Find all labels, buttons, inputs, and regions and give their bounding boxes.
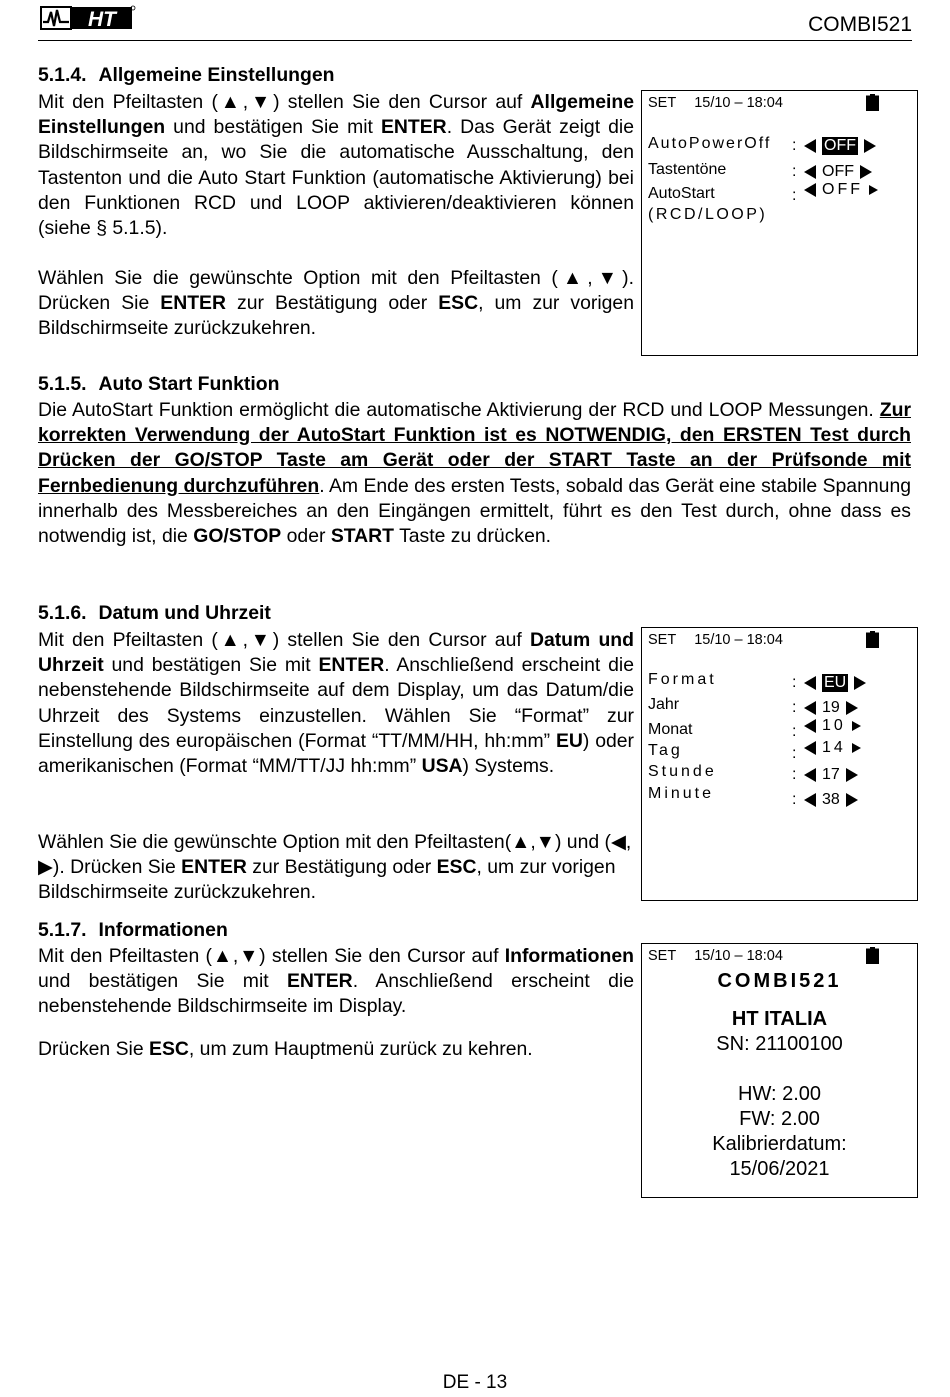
- text-run: ESC: [149, 1038, 189, 1060]
- arrow-right-icon: [846, 701, 858, 715]
- arrow-left-icon: [804, 768, 816, 782]
- lcd-value: 38: [822, 791, 840, 808]
- arrow-right-icon: [846, 768, 858, 782]
- header-model: COMBI521: [808, 13, 912, 36]
- text-run: ESC: [438, 292, 479, 315]
- lcd-colon: :: [792, 137, 797, 154]
- text-run: GO/STOP: [193, 525, 282, 548]
- text-run: oder: [281, 525, 331, 548]
- text-run: USA: [421, 755, 463, 778]
- info-calibration-date: 15/06/2021: [729, 1158, 830, 1180]
- lcd-status-bar: [648, 632, 783, 648]
- text-run: und bestätigen Sie mit: [103, 654, 319, 677]
- text-run: ) oder amerikanischen (Format “MM/TT/JJ hh:mm”: [38, 729, 635, 778]
- text-run: zur Bestätigung oder: [246, 856, 437, 879]
- text-run: Die AutoStart Funktion ermöglicht die automatische Aktivierung der RCD und LOOP Messungen.: [38, 399, 880, 421]
- text-run: Informationen: [504, 945, 634, 967]
- lcd-row-value-autostart[interactable]: [804, 181, 878, 199]
- arrow-left-icon: [804, 183, 816, 197]
- lcd-general-settings: [641, 90, 918, 356]
- arrow-left-icon: [804, 165, 816, 179]
- lcd-colon: :: [792, 674, 797, 691]
- s516-paragraph-2: [38, 830, 638, 906]
- s517-paragraph-2: [38, 1037, 638, 1062]
- lcd-date-time: [641, 627, 918, 901]
- text-run: Mit den Pfeiltasten (▲,▼) stellen Sie den Cursor auf: [38, 91, 531, 113]
- section-number: 5.1.6.: [38, 602, 87, 624]
- section-5-1-4-heading: [38, 64, 334, 87]
- arrow-right-icon: [860, 165, 872, 179]
- text-run: Allgemeine Einstellungen: [38, 91, 634, 139]
- section-title: Datum und Uhrzeit: [98, 602, 271, 624]
- arrow-right-icon: [869, 185, 878, 195]
- section-number: 5.1.4.: [38, 64, 87, 86]
- section-5-1-5-heading: [38, 373, 279, 396]
- header-rule: [38, 40, 912, 41]
- text-run: , um zur vorigen Bildschirmseite zurückzukehren.: [38, 292, 634, 340]
- battery-icon: [866, 947, 879, 964]
- arrow-right-icon: [854, 676, 866, 690]
- lcd-value-selected: OFF: [824, 137, 856, 154]
- arrow-left-icon: [804, 139, 816, 153]
- text-run: Drücken Sie: [38, 1038, 150, 1060]
- lcd-information: [641, 943, 918, 1198]
- text-run: ENTER: [286, 970, 353, 993]
- lcd-row-label-rcd-loop: (RCD/LOOP): [648, 206, 768, 223]
- s514-paragraph-2: [38, 266, 634, 342]
- info-company: HT ITALIA: [731, 1008, 828, 1030]
- lcd-row-label-autopoweroff: AutoPowerOff: [648, 135, 772, 152]
- text-run: Wählen Sie die gewünschte Option mit den Pfeiltasten (▲,▼). Drücken Sie: [38, 267, 634, 315]
- text-run: Mit den Pfeiltasten (▲,▼) stellen Sie den Cursor auf: [38, 629, 530, 651]
- lcd-row-label-minute: Minute: [648, 785, 715, 802]
- arrow-left-icon: [804, 701, 816, 715]
- set-label: SET: [648, 948, 677, 964]
- s516-paragraph-1: [38, 628, 634, 779]
- text-run: Wählen Sie die gewünschte Option mit den Pfeiltasten(▲,▼) und (◀, ▶). Drücken Sie: [38, 831, 632, 879]
- s514-paragraph-1: [38, 90, 634, 241]
- lcd-row-value-stunde[interactable]: [804, 766, 858, 784]
- lcd-row-label-format: Format: [648, 671, 717, 688]
- lcd-row-value-minute[interactable]: [804, 791, 858, 809]
- lcd-row-label-monat: Monat: [648, 721, 693, 738]
- lcd-row-value-tag[interactable]: [804, 739, 861, 757]
- section-number: 5.1.7.: [38, 919, 87, 941]
- section-title: Informationen: [98, 919, 228, 941]
- arrow-left-icon: [804, 676, 816, 690]
- text-run: ) Systems.: [462, 755, 555, 778]
- brand-text: HT: [88, 8, 116, 31]
- lcd-value: OFF: [822, 163, 854, 180]
- text-run: ENTER: [160, 292, 226, 315]
- text-run: EU: [555, 729, 583, 752]
- battery-icon: [866, 631, 879, 648]
- lcd-colon: :: [792, 766, 797, 783]
- lcd-value-selected: EU: [824, 674, 847, 691]
- text-run: ENTER: [380, 116, 447, 139]
- lcd-row-label-stunde: Stunde: [648, 763, 717, 780]
- lcd-row-value-tastentoene[interactable]: [804, 163, 872, 181]
- set-label: SET: [648, 632, 677, 648]
- lcd-colon: :: [792, 745, 797, 762]
- text-run: . Anschließend erscheint die nebenstehende Bildschirmseite auf dem Display, um das Datum/die Uhrzeit des Systems einzustellen. Wählen Sie “Format” zur Einstellung des europäischen (Format “TT/MM/HH, hh:mm”: [38, 654, 634, 752]
- lcd-colon: :: [792, 791, 797, 808]
- s515-paragraph-1: [38, 398, 911, 549]
- section-5-1-6-heading: [38, 602, 271, 625]
- arrow-left-icon: [804, 719, 816, 733]
- section-title: Auto Start Funktion: [98, 373, 280, 395]
- arrow-left-icon: [804, 741, 816, 755]
- lcd-colon: :: [792, 723, 797, 740]
- set-label: SET: [648, 95, 677, 111]
- arrow-right-icon: [852, 743, 861, 753]
- section-title: Allgemeine Einstellungen: [98, 64, 335, 86]
- text-run: Taste zu drücken.: [394, 525, 552, 548]
- lcd-datetime: 15/10 – 18:04: [694, 95, 783, 111]
- text-run: START: [330, 525, 395, 548]
- lcd-row-label-tag: Tag: [648, 742, 683, 759]
- lcd-colon: :: [792, 187, 797, 204]
- text-run: Zur korrekten Verwendung der AutoStart Funktion ist es NOTWENDIG, den ERSTEN Test durch Drücken der GO/STOP Taste am Gerät oder der START Taste an der Prüfsonde mit Fernbedienung durchzuführen: [38, 399, 911, 497]
- lcd-value: 19: [822, 699, 840, 716]
- lcd-value: OFF: [822, 181, 863, 198]
- lcd-value: 17: [822, 766, 840, 783]
- lcd-colon: :: [792, 163, 797, 180]
- text-run: Datum und Uhrzeit: [38, 629, 634, 677]
- lcd-row-value-format[interactable]: [804, 674, 866, 692]
- lcd-status-bar: [648, 948, 783, 964]
- section-number: 5.1.5.: [38, 373, 87, 395]
- ht-logo: [40, 4, 136, 32]
- info-calibration-label: Kalibrierdatum:: [712, 1133, 847, 1155]
- text-run: ENTER: [318, 654, 385, 677]
- arrow-left-icon: [804, 793, 816, 807]
- lcd-row-label-tastentoene: Tastentöne: [648, 161, 727, 178]
- section-5-1-7-heading: [38, 919, 228, 942]
- lcd-value: 14: [822, 739, 846, 756]
- lcd-row-value-jahr[interactable]: [804, 699, 858, 717]
- lcd-row-value-autopoweroff[interactable]: [804, 137, 876, 155]
- lcd-status-bar: [648, 95, 783, 111]
- lcd-row-label-autostart: AutoStart: [648, 185, 715, 202]
- info-fw: FW: 2.00: [739, 1108, 820, 1130]
- text-run: ENTER: [181, 856, 247, 879]
- lcd-row-label-jahr: Jahr: [648, 696, 680, 713]
- text-run: zur Bestätigung oder: [225, 292, 439, 315]
- text-run: und bestätigen Sie mit: [165, 116, 381, 139]
- lcd-colon: :: [792, 699, 797, 716]
- text-run: . Am Ende des ersten Tests, sobald das Gerät eine stabile Spannung innerhalb des Messbereiches an den Eingängen ermittelt, führt es den Test durch, ohne dass es notwendig ist, die: [38, 474, 912, 548]
- text-run: ESC: [436, 856, 477, 879]
- text-run: , um zum Hauptmenü zurück zu kehren.: [188, 1038, 533, 1060]
- lcd-datetime: 15/10 – 18:04: [694, 632, 783, 648]
- info-model: COMBI521: [717, 970, 842, 992]
- lcd-value: 10: [822, 717, 846, 734]
- battery-icon: [866, 94, 879, 111]
- lcd-row-value-monat[interactable]: [804, 717, 861, 735]
- page-number: DE - 13: [442, 1372, 508, 1393]
- text-run: . Anschließend erscheint die nebenstehende Bildschirmseite im Display.: [38, 970, 634, 1018]
- arrow-right-icon: [846, 793, 858, 807]
- s517-paragraph-1: [38, 944, 634, 1020]
- text-run: und bestätigen Sie mit: [38, 970, 287, 993]
- text-run: Mit den Pfeiltasten (▲,▼) stellen Sie den Cursor auf: [38, 945, 505, 967]
- info-serial: SN: 21100100: [716, 1033, 843, 1055]
- arrow-right-icon: [852, 721, 861, 731]
- info-hw: HW: 2.00: [738, 1083, 821, 1105]
- lcd-datetime: 15/10 – 18:04: [694, 948, 783, 964]
- text-run: , um zur vorigen Bildschirmseite zurückzukehren.: [38, 856, 616, 904]
- arrow-right-icon: [864, 139, 876, 153]
- text-run: . Das Gerät zeigt die Bildschirmseite an, wo Sie die automatische Ausschaltung, den Tastenton und die Auto Start Funktion (automatische Aktivierung) bei den Funktionen RCD und LOOP aktivieren/deaktivieren können (siehe § 5.1.5).: [38, 116, 634, 240]
